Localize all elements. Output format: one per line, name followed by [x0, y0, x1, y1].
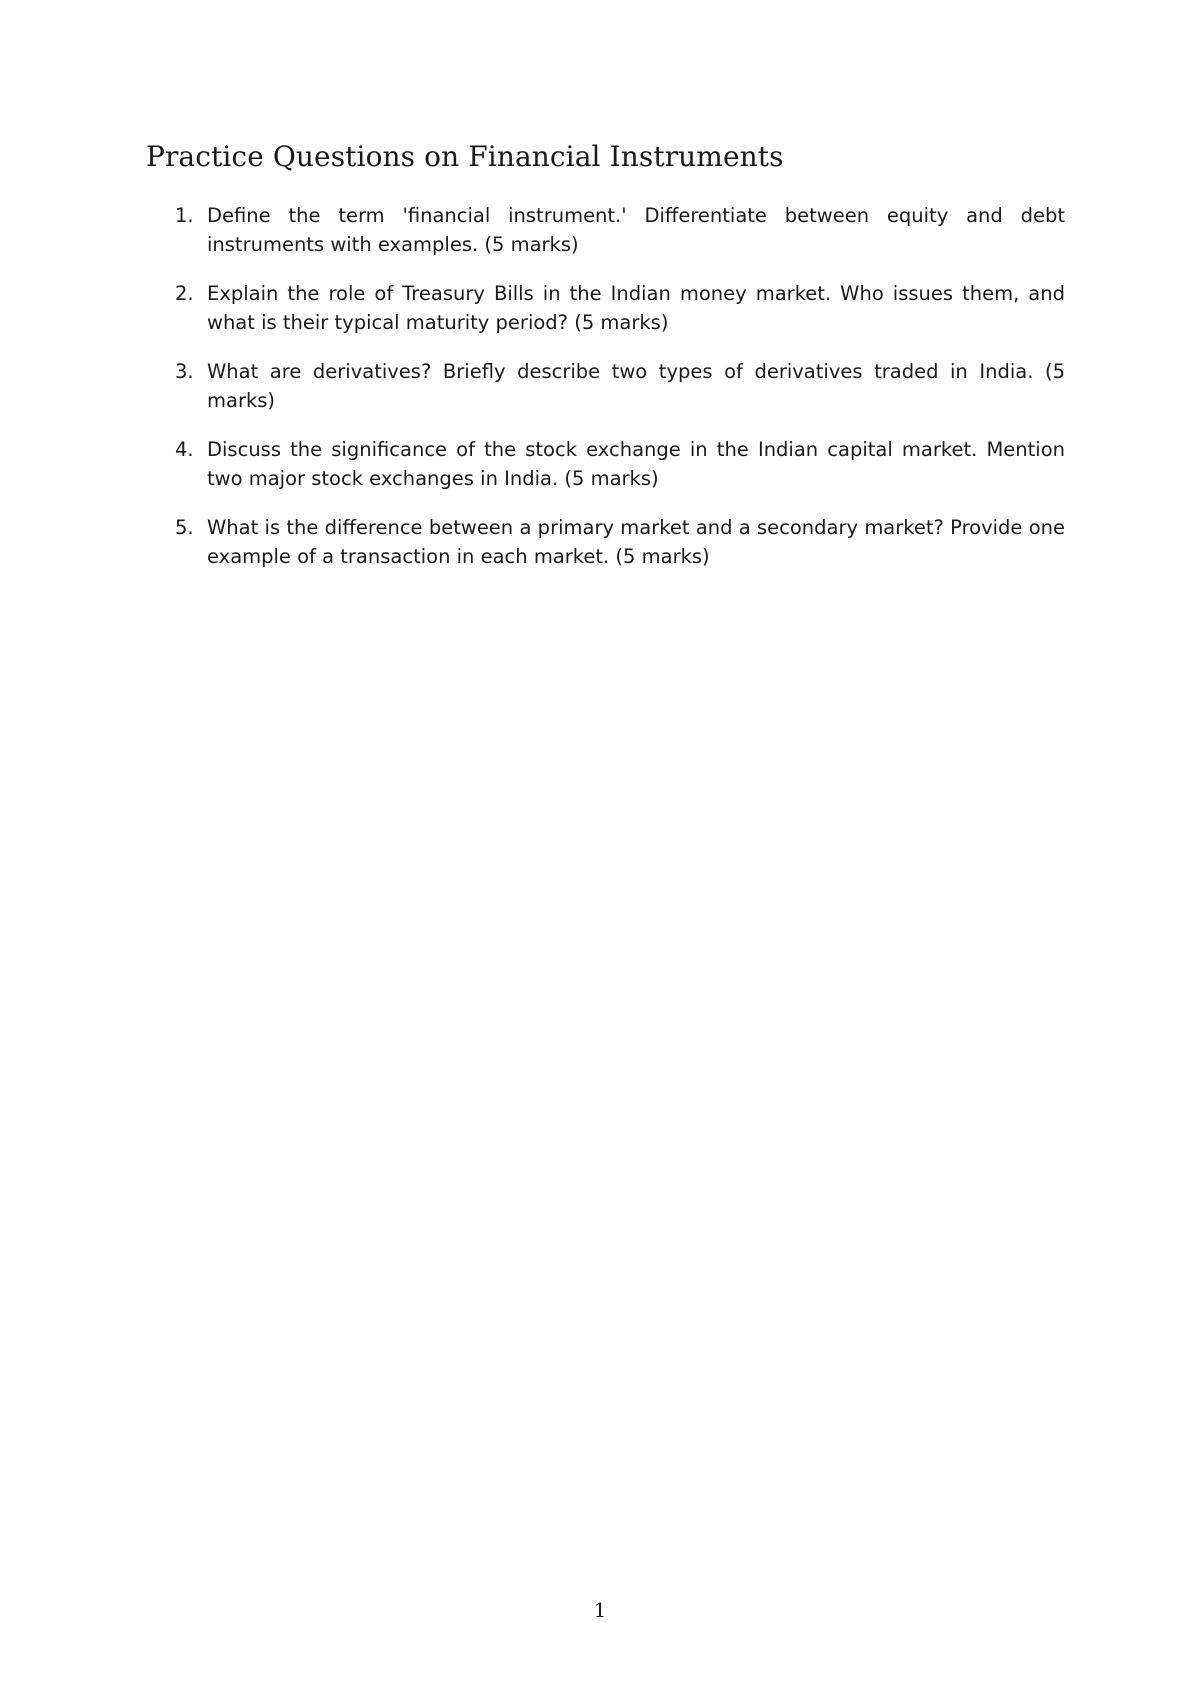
question-text: What are derivatives? Briefly describe two types of derivatives traded in India. (5 marks) — [207, 360, 1065, 412]
question-item-4 — [175, 435, 1065, 493]
question-item-2 — [175, 279, 1065, 337]
question-list — [175, 201, 1065, 591]
question-text: Define the term 'financial instrument.' Differentiate between equity and debt instruments with examples. (5 marks) — [207, 204, 1065, 256]
question-item-3 — [175, 357, 1065, 415]
page-title: Practice Questions on Financial Instruments — [146, 140, 784, 173]
question-number: 5. — [175, 516, 194, 539]
question-number: 1. — [175, 204, 194, 227]
question-number: 2. — [175, 282, 194, 305]
question-number: 4. — [175, 438, 194, 461]
question-text: What is the difference between a primary market and a secondary market? Provide one example of a transaction in each market. (5 marks) — [207, 516, 1065, 568]
question-number: 3. — [175, 360, 194, 383]
question-text: Discuss the significance of the stock exchange in the Indian capital market. Mention two major stock exchanges in India. (5 marks) — [207, 438, 1065, 490]
question-item-5 — [175, 513, 1065, 571]
page-number: 1 — [593, 1598, 607, 1622]
question-text: Explain the role of Treasury Bills in the Indian money market. Who issues them, and what is their typical maturity period? (5 marks) — [207, 282, 1065, 334]
question-item-1 — [175, 201, 1065, 259]
